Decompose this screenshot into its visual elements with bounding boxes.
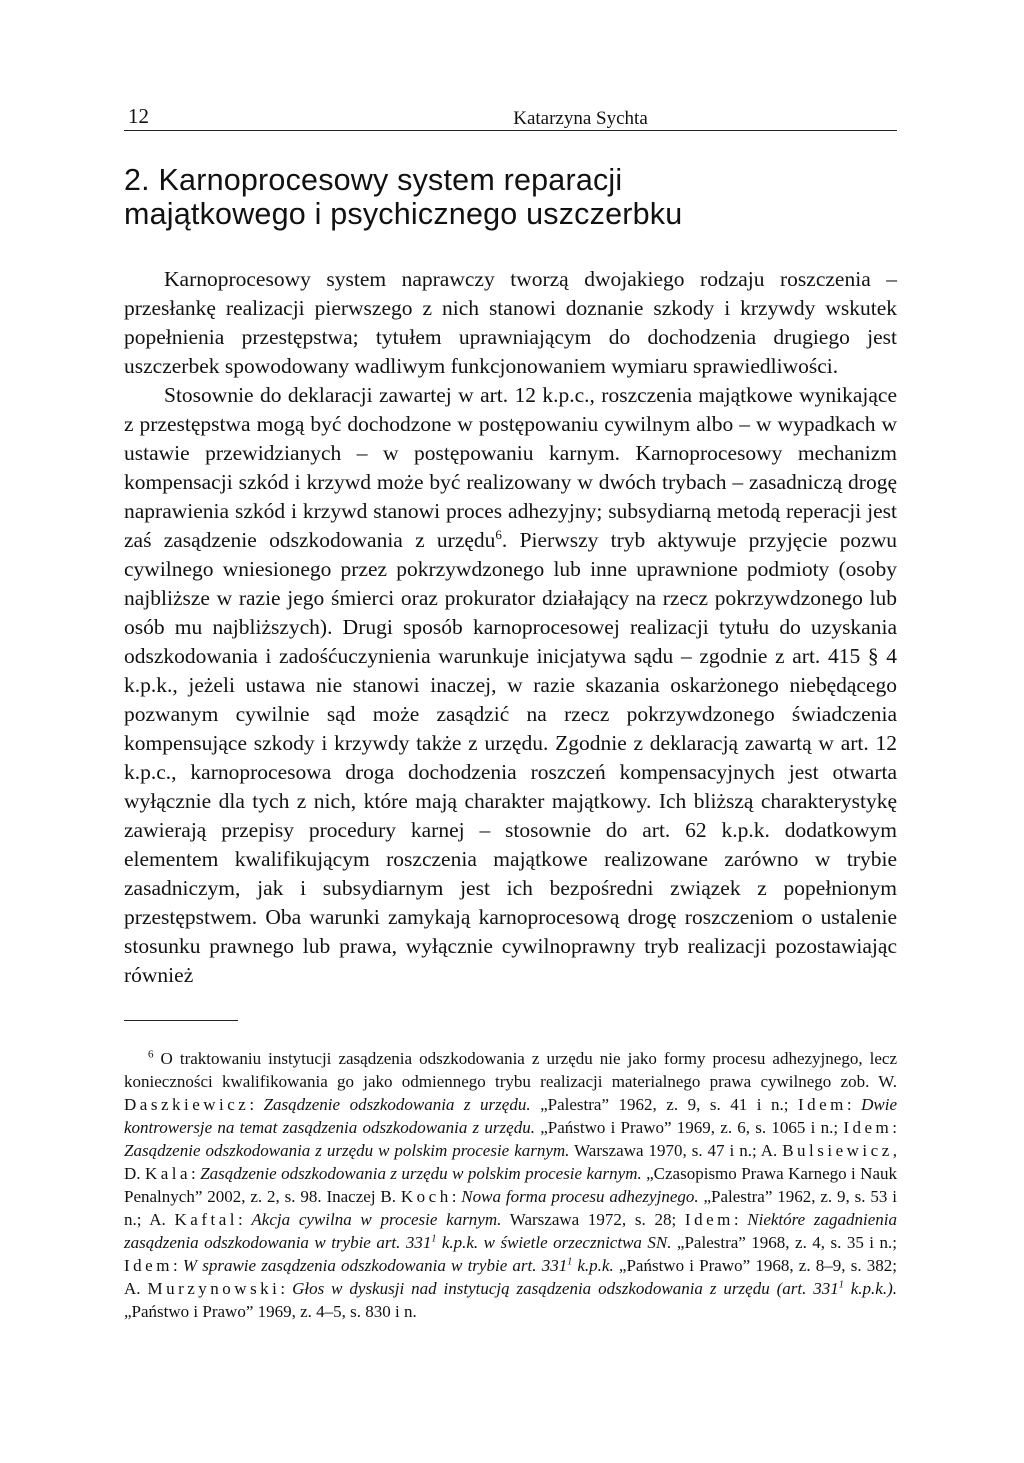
footnote-text: Warszawa 1970, s. 47 i n.; A.	[569, 1141, 783, 1160]
footnote-text: „Palestra” 1968, z. 4, s. 35 i n.;	[671, 1233, 897, 1252]
footnote-text: :	[237, 1210, 252, 1229]
running-header-author: Katarzyna Sychta	[513, 108, 648, 129]
paragraph-2-part-1: Stosownie do deklaracji zawartej w art. 12 k.p.c., roszczenia majątkowe wynikające z przestępstwa mogą być dochodzone w postępowaniu cywilnym albo – w wypadkach w ustawie przewidzianych – w postępowaniu karnym. Karnoprocesowy mechanizm kompensacji szkód i krzywd może być realizowany w dwóch trybach – zasadniczą drogę naprawienia szkód i krzywd stanowi proces adhezyjny; subsydiarną metodą reperacji jest zaś zasądzenie odszkodowania z urzędu	[124, 383, 897, 552]
section-heading-line-1: 2. Karnoprocesowy system reparacji	[124, 163, 623, 197]
cited-title: Głos w dyskusji nad instytucją zasądzenia odszkodowania z urzędu (art. 331	[292, 1279, 839, 1298]
footnote-text: „Państwo i Prawo” 1969, z. 6, s. 1065 i n.;	[534, 1118, 844, 1137]
footnote-text: „Państwo i Prawo” 1968, z. 8–9, s. 382; A.	[124, 1256, 897, 1298]
page-number: 12	[128, 104, 149, 128]
footnote-text: :	[733, 1210, 748, 1229]
cited-title: Dwie kontrowersje na temat zasądzenia odszkodowania z urzędu.	[124, 1095, 897, 1137]
footnote-text: „Palestra” 1962, z. 9, s. 53 i n.; A.	[124, 1187, 897, 1229]
running-header	[124, 96, 897, 131]
cited-title: Nowa forma procesu adhezyjnego.	[461, 1187, 699, 1206]
footnote-text: :	[191, 1164, 201, 1183]
idem-ref: Idem	[124, 1256, 173, 1275]
footnotes	[124, 1047, 897, 1323]
footnote-text: :	[172, 1256, 183, 1275]
footnote-reference[interactable]: 6	[495, 526, 502, 542]
cited-title: W sprawie zasądzenia odszkodowania w trybie art. 331	[182, 1256, 568, 1275]
body-text	[124, 265, 897, 990]
paragraph-2-part-2: . Pierwszy tryb aktywuje przyjęcie pozwu cywilnego wniesionego przez pokrzywdzonego lub inne uprawnione podmioty (osoby najbliższe w razie jego śmierci oraz prokurator działający na rzecz pokrzywdzonego lub osób mu najbliższych). Drugi sposób karnoprocesowej realizacji tytułu do uzyskania odszkodowania i zadośćuczynienia warunkuje inicjatywa sądu – zgodnie z art. 415 § 4 k.p.k., jeżeli ustawa nie stanowi inaczej, w razie skazania oskarżonego niebędącego pozwanym cywilnie sąd może zasądzić na rzecz pokrzywdzonego świadczenia kompensujące szkody i krzywdy także z urzędu. Zgodnie z deklaracją zawartą w art. 12 k.p.c., karnoprocesowa droga dochodzenia roszczeń kompensacyjnych jest otwarta wyłącznie dla tych z nich, które mają charakter majątkowy. Ich bliższą charakterystykę zawierają przepisy procedury karnej – stosownie do art. 62 k.p.k. dodatkowym elementem kwalifikującym roszczenia majątkowe realizowane zarówno w trybie zasadniczym, jak i subsydiarnym jest ich bezpośredni związek z popełnionym przestępstwem. Oba warunki zamykają karnoprocesową drogę roszczeniom o ustalenie stosunku prawnego lub prawa, wyłącznie cywilnoprawny tryb realizacji pozostawiając również	[124, 528, 898, 987]
idem-ref: Idem	[684, 1210, 734, 1229]
author-name: Koch	[400, 1187, 452, 1206]
idem-ref: Idem	[843, 1118, 893, 1137]
footnote-text: :	[846, 1095, 862, 1114]
cited-title: Zasądzenie odszkodowania z urzędu w polskim procesie karnym.	[200, 1164, 642, 1183]
footnote-text: :	[280, 1279, 293, 1298]
superscript: 1	[567, 1256, 573, 1268]
cited-title: k.p.k. w świetle orzecznictwa SN.	[436, 1233, 672, 1252]
footnote-separator	[124, 1020, 238, 1021]
cited-title: Zasądzenie odszkodowania z urzędu.	[263, 1095, 531, 1114]
paragraph-2	[124, 381, 897, 990]
author-name: Bulsiewicz	[782, 1141, 893, 1160]
footnote-text: , D.	[124, 1141, 897, 1183]
footnote-text: „Czasopismo Prawa Karnego i Nauk Penalnych” 2002, z. 2, s. 98. Inaczej B.	[124, 1164, 897, 1206]
footnote-text: O traktowaniu instytucji zasądzenia odszkodowania z urzędu nie jako formy procesu adhezyjnego, lecz konieczności kwalifikowania go jako odmiennego trybu realizacji materialnego prawa cywilnego zob. W.	[124, 1049, 897, 1091]
footnote-text: :	[249, 1095, 264, 1114]
cited-title: Akcja cywilna w procesie karnym.	[251, 1210, 502, 1229]
footnote-mark: 6	[148, 1048, 154, 1061]
footnote-text: Warszawa 1972, s. 28;	[501, 1210, 685, 1229]
superscript: 1	[838, 1279, 844, 1291]
document-page	[124, 96, 897, 1323]
paragraph-1: Karnoprocesowy system naprawczy tworzą dwojakiego rodzaju roszczenia – przesłankę realizacji pierwszego z nich stanowi doznanie szkody i krzywdy wskutek popełnienia przestępstwa; tytułem uprawniającym do dochodzenia drugiego jest uszczerbek spowodowany wadliwym funkcjonowaniem wymiaru sprawiedliwości.	[124, 267, 897, 378]
footnote-6	[124, 1047, 897, 1323]
cited-title: Zasądzenie odszkodowania z urzędu w polskim procesie karnym.	[124, 1141, 570, 1160]
author-name: Murzynowski	[147, 1279, 281, 1298]
cited-title: Niektóre zagadnienia zasądzenia odszkodowania w trybie art. 331	[124, 1210, 898, 1252]
author-name: Kaftal	[174, 1210, 238, 1229]
author-name: Kala	[144, 1164, 192, 1183]
superscript: 1	[431, 1233, 437, 1245]
footnote-text: :	[892, 1118, 897, 1137]
section-heading	[124, 163, 897, 231]
cited-title: k.p.k.	[572, 1256, 614, 1275]
footnote-text: :	[451, 1187, 462, 1206]
section-heading-line-2: majątkowego i psychicznego uszczerbku	[124, 197, 683, 231]
cited-title: k.p.k.).	[843, 1279, 897, 1298]
author-name: Daszkiewicz	[124, 1095, 250, 1114]
footnote-text: „Palestra” 1962, z. 9, s. 41 i n.;	[530, 1095, 798, 1114]
footnote-text: „Państwo i Prawo” 1969, z. 4–5, s. 830 i n.	[124, 1302, 417, 1321]
idem-ref: Idem	[797, 1095, 847, 1114]
